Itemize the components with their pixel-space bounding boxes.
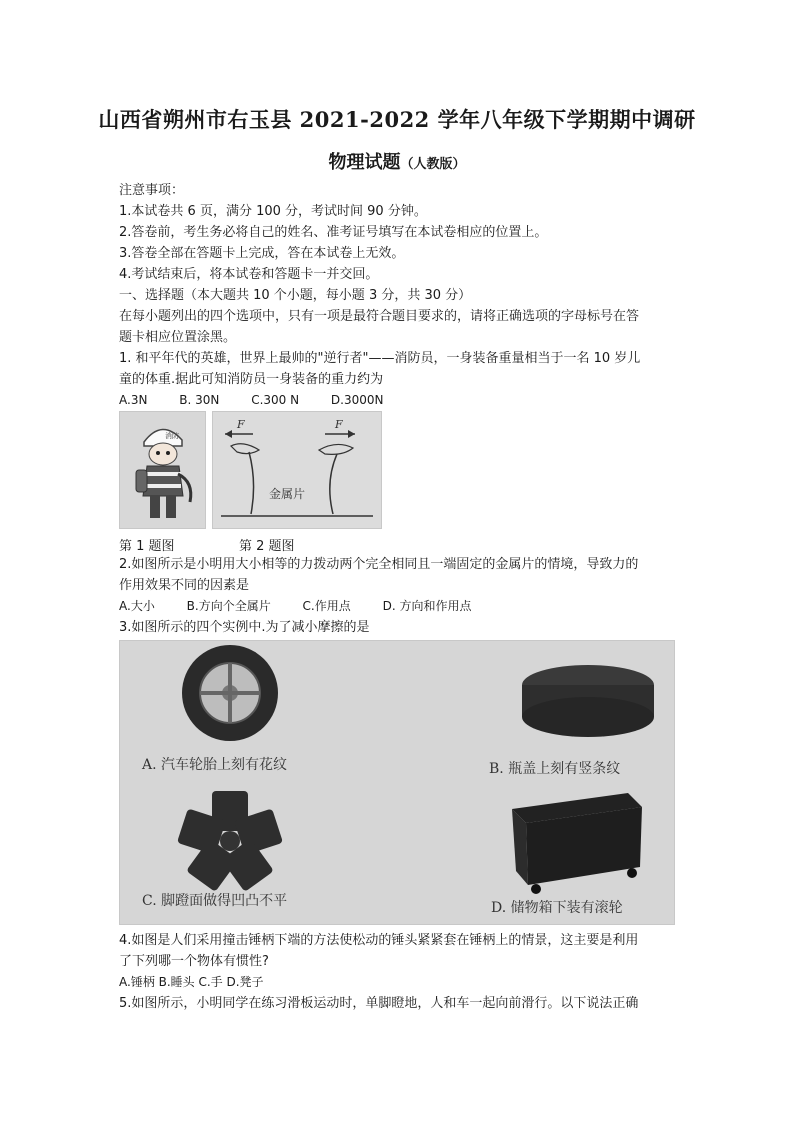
bottle-cap-picture — [522, 665, 654, 737]
force-label-left: F — [237, 418, 245, 431]
notice-item-1: 1.本试卷共 6 页，满分 100 分，考试时间 90 分钟。 — [119, 204, 427, 219]
q1-text-1: 1. 和平年代的英雄，世界上最帅的"逆行者"——消防员，一身装备重量相当于一名 10 岁儿 — [119, 351, 641, 366]
q2-options — [119, 596, 679, 617]
notice-item-3: 3.答卷全部在答题卡上完成，答在本试卷上无效。 — [119, 246, 405, 261]
q1-firefighter-figure — [119, 411, 206, 529]
firefighter-illustration — [120, 412, 205, 528]
q3-caption-a: A. 汽车轮胎上刻有花纹 — [142, 757, 288, 773]
page-subtitle — [0, 148, 794, 174]
notice-heading: 注意事项： — [119, 183, 185, 198]
q1-option-c: C.300 N — [251, 393, 300, 407]
section1-instruction-2: 题卡相应位置涂黑。 — [119, 330, 237, 345]
q3-text: 3.如图所示的四个实例中.为了减小摩擦的是 — [119, 620, 370, 635]
q3-caption-b: B. 瓶盖上刻有竖条纹 — [489, 761, 621, 777]
helmet-label: 消防 — [165, 432, 179, 440]
q2-option-d: D. 方向和作用点 — [382, 599, 472, 613]
tire-picture — [182, 645, 278, 741]
q4-q5-section — [119, 930, 679, 1014]
q3-caption-c: C. 脚蹬面做得凹凸不平 — [142, 893, 288, 909]
q2-option-c: C.作用点 — [302, 599, 351, 613]
q3-caption-d: D. 储物箱下装有滚轮 — [491, 900, 623, 916]
subtitle-text: 物理试题 — [328, 152, 401, 173]
section1-instruction-1: 在每小题列出的四个选项中，只有一项是最符合题目要求的，请将正确选项的字母标号在答 — [119, 309, 640, 324]
q3-friction-figure — [119, 640, 675, 925]
q2-section — [119, 554, 679, 638]
q1-option-b: B. 30N — [179, 393, 220, 407]
q2-text-2: 作用效果不同的因素是 — [119, 578, 250, 593]
section1-heading: 一、选择题（本大题共 10 个小题，每小题 3 分，共 30 分） — [119, 288, 472, 303]
q2-option-b: B.方向个全属片 — [186, 599, 271, 613]
friction-illustrations — [120, 641, 674, 924]
metal-strip-illustration — [213, 412, 381, 528]
q1-option-a: A.3N — [119, 393, 148, 407]
notice-item-2: 2.答卷前，考生务必将自己的姓名、准考证号填写在本试卷相应的位置上。 — [119, 225, 548, 240]
q4-text-2: 了下列哪一个物体有惯性? — [119, 954, 269, 969]
q2-figure-caption: 第 2 题图 — [239, 539, 295, 554]
q1-text-2: 童的体重.据此可知消防员一身装备的重力约为 — [119, 372, 384, 387]
q1-option-d: D.3000N — [330, 393, 384, 407]
q5-text: 5.如图所示，小明同学在练习滑板运动时，单脚瞪地，人和车一起向前滑行。以下说法正确 — [119, 996, 639, 1011]
force-label-right: F — [335, 418, 343, 431]
q2-option-a: A.大小 — [119, 599, 155, 613]
page-title: 山西省朔州市右玉县 2021-2022 学年八年级下学期期中调研 — [98, 107, 696, 132]
metal-strip-label: 金属片 — [269, 487, 306, 501]
q1-options — [119, 390, 679, 411]
q4-text-1: 4.如图是人们采用撞击锤柄下端的方法使松动的锤头紧紧套在锤柄上的情景，这主要是利用 — [119, 933, 639, 948]
q2-text-1: 2.如图所示是小明用大小相等的力拨动两个完全相同且一端固定的金属片的情境，导致力的 — [119, 557, 639, 572]
q2-metal-strip-figure — [212, 411, 382, 529]
q4-options: A.锤柄 B.睡头 C.手 D.凳子 — [119, 975, 264, 989]
notice-section — [119, 180, 679, 411]
q1-figure-caption: 第 1 题图 — [119, 539, 175, 554]
subtitle-version: （人教版） — [400, 157, 466, 172]
notice-item-4: 4.考试结束后，将本试卷和答题卡一并交回。 — [119, 267, 379, 282]
